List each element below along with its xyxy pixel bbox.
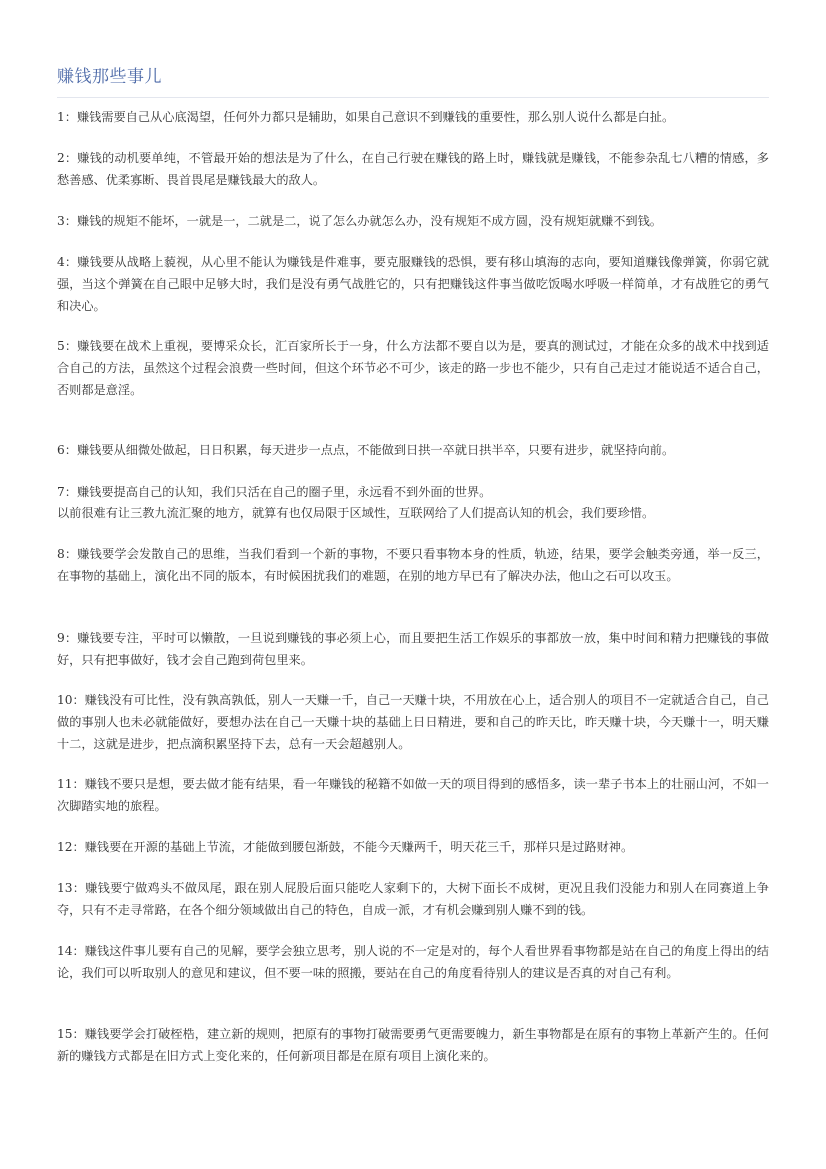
paragraph-7-continued: 以前很难有让三教九流汇聚的地方，就算有也仅局限于区域性，互联网给了人们提高认知的机会，我们要珍惜。 (57, 506, 655, 520)
paragraph-5: 5：赚钱要在战术上重视，要博采众长，汇百家所长于一身，什么方法都不要自以为是，要真的测试过，才能在众多的战术中找到适合自己的方法，虽然这个过程会浪费一些时间，但这个环节必不可少，该走的路一步也不能少，只有自己走过才能说适不适合自己，否则都是意淫。 (57, 339, 769, 397)
paragraph-7: 7：赚钱要提高自己的认知，我们只活在自己的圈子里，永远看不到外面的世界。 (57, 485, 492, 499)
paragraph-4: 4：赚钱要从战略上藐视，从心里不能认为赚钱是件难事，要克服赚钱的恐惧，要有移山填海的志向，要知道赚钱像弹簧，你弱它就强，当这个弹簧在自己眼中足够大时，我们是没有勇气战胜它的，只有把赚钱这件事当做吃饭喝水呼吸一样简单，才有战胜它的勇气和决心。 (57, 255, 769, 313)
paragraph-9: 9：赚钱要专注，平时可以懒散，一旦说到赚钱的事必须上心，而且要把生活工作娱乐的事都放一放，集中时间和精力把赚钱的事做好，只有把事做好，钱才会自己跑到荷包里来。 (57, 631, 769, 667)
paragraph-1: 1：赚钱需要自己从心底渴望，任何外力都只是辅助，如果自己意识不到赚钱的重要性，那么别人说什么都是白扯。 (57, 110, 675, 124)
page-title: 赚钱那些事儿 (57, 67, 162, 87)
paragraph-12: 12：赚钱要在开源的基础上节流，才能做到腰包渐鼓，不能今天赚两千，明天花三千，那样只是过路财神。 (57, 840, 634, 854)
paragraph-6: 6：赚钱要从细微处做起，日日积累，每天进步一点点，不能做到日拱一卒就日拱半卒，只要有进步，就坚持向前。 (57, 443, 675, 457)
paragraph-2: 2：赚钱的动机要单纯，不管最开始的想法是为了什么，在自己行驶在赚钱的路上时，赚钱就是赚钱，不能参杂乱七八糟的情感，多愁善感、优柔寡断、畏首畏尾是赚钱最大的敌人。 (57, 151, 769, 187)
paragraph-15: 15：赚钱要学会打破桎梏，建立新的规则，把原有的事物打破需要勇气更需要魄力，新生事物都是在原有的事物上革新产生的。任何新的赚钱方式都是在旧方式上变化来的，任何新项目都是在原有项目上演化来的。 (57, 1027, 769, 1063)
paragraph-3: 3：赚钱的规矩不能坏，一就是一，二就是二，说了怎么办就怎么办，没有规矩不成方圆，没有规矩就赚不到钱。 (57, 214, 662, 228)
title-divider (57, 97, 769, 98)
paragraph-13: 13：赚钱要宁做鸡头不做凤尾，跟在别人屁股后面只能吃人家剩下的，大树下面长不成树，更况且我们没能力和别人在同赛道上争夺，只有不走寻常路，在各个细分领域做出自己的特色，自成一派，才有机会赚到别人赚不到的钱。 (57, 881, 769, 917)
paragraph-8: 8：赚钱要学会发散自己的思维，当我们看到一个新的事物，不要只看事物本身的性质，轨迹，结果，要学会触类旁通，举一反三，在事物的基础上，演化出不同的版本，有时候困扰我们的难题，在别的地方早已有了解决办法，他山之石可以攻玉。 (57, 547, 769, 583)
paragraph-10: 10：赚钱没有可比性，没有孰高孰低，别人一天赚一千，自己一天赚十块，不用放在心上，适合别人的项目不一定就适合自己，自己做的事别人也未必就能做好，要想办法在自己一天赚十块的基础上日日精进，要和自己的昨天比，昨天赚十块，今天赚十一，明天赚十二，这就是进步，把点滴积累坚持下去，总有一天会超越别人。 (57, 693, 769, 751)
paragraph-11: 11：赚钱不要只是想，要去做才能有结果，看一年赚钱的秘籍不如做一天的项目得到的感悟多，读一辈子书本上的壮丽山河，不如一次脚踏实地的旅程。 (57, 777, 769, 813)
paragraph-14: 14：赚钱这件事儿要有自己的见解，要学会独立思考，别人说的不一定是对的，每个人看世界看事物都是站在自己的角度上得出的结论，我们可以听取别人的意见和建议，但不要一味的照搬，要站在自己的角度看待别人的建议是否真的对自己有利。 (57, 944, 769, 980)
